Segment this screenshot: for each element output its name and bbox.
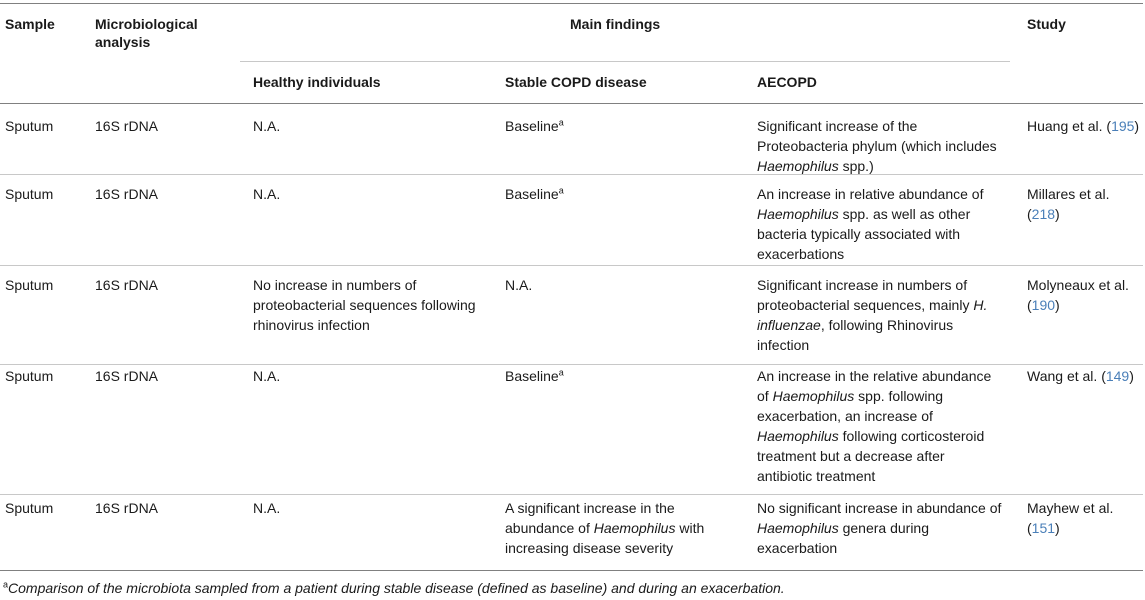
- cell-stable: Baseline$^a$: [505, 185, 564, 202]
- cell-healthy: N.A.: [253, 118, 281, 134]
- cell-healthy: N.A.: [253, 500, 281, 516]
- cell-analysis: 16S rDNA: [95, 500, 159, 516]
- header-bottom-rule: [0, 103, 1143, 104]
- row-divider: [0, 494, 1143, 495]
- reference-link[interactable]: 151: [1031, 520, 1056, 536]
- header-sample: Sample: [5, 16, 55, 32]
- cell-aecopd: An increase in relative abundance of Haemophilus spp. as well as other bacteria typically associated with exacerbations: [757, 186, 984, 262]
- cell-analysis: 16S rDNA: [95, 277, 159, 293]
- table-footnote: $^a$Comparison of the microbiota sampled from a patient during stable disease (defined as baseline) and during an exacerbation.: [3, 579, 785, 596]
- row-divider: [0, 364, 1143, 365]
- header-study: Study: [1027, 16, 1066, 32]
- cell-stable: Baseline$^a$: [505, 367, 564, 384]
- cell-sample: Sputum: [5, 186, 54, 202]
- header-analysis: Microbiological analysis: [95, 16, 198, 50]
- cell-healthy: No increase in numbers of proteobacterial sequences following rhinovirus infection: [253, 277, 476, 333]
- cell-study: Millares et al. (218): [1027, 186, 1110, 222]
- main-findings-rule: [240, 61, 1010, 62]
- cell-aecopd: No significant increase in abundance of Haemophilus genera during exacerbation: [757, 500, 1002, 556]
- table-bottom-rule: [0, 570, 1143, 571]
- cell-study: Molyneaux et al. (190): [1027, 277, 1129, 313]
- cell-analysis: 16S rDNA: [95, 368, 159, 384]
- cell-analysis: 16S rDNA: [95, 186, 159, 202]
- cell-sample: Sputum: [5, 277, 54, 293]
- cell-aecopd: Significant increase of the Proteobacteria phylum (which includes Haemophilus spp.): [757, 118, 997, 174]
- cell-healthy: N.A.: [253, 368, 281, 384]
- cell-study: Wang et al. (149): [1027, 368, 1134, 384]
- cell-study: Mayhew et al. (151): [1027, 500, 1114, 536]
- reference-link[interactable]: 195: [1111, 118, 1135, 134]
- header-healthy: Healthy individuals: [253, 74, 381, 90]
- cell-sample: Sputum: [5, 368, 54, 384]
- cell-healthy: N.A.: [253, 186, 281, 202]
- row-divider: [0, 265, 1143, 266]
- cell-stable: N.A.: [505, 277, 533, 293]
- row-divider: [0, 174, 1143, 175]
- header-main-findings: Main findings: [570, 16, 661, 32]
- header-stable: Stable COPD disease: [505, 74, 647, 90]
- reference-link[interactable]: 190: [1031, 297, 1056, 313]
- reference-link[interactable]: 218: [1031, 206, 1056, 222]
- cell-aecopd: An increase in the relative abundance of Haemophilus spp. following exacerbation, an increase of Haemophilus following corticosteroid treatment but a decrease after antibiotic treatment: [757, 368, 992, 484]
- cell-stable: A significant increase in the abundance of Haemophilus with increasing disease severity: [505, 500, 705, 556]
- header-aecopd: AECOPD: [757, 74, 817, 90]
- table-top-rule: [0, 3, 1143, 4]
- cell-aecopd: Significant increase in numbers of proteobacterial sequences, mainly H. influenzae, following Rhinovirus infection: [757, 277, 988, 353]
- cell-analysis: 16S rDNA: [95, 118, 159, 134]
- cell-stable: Baseline$^a$: [505, 117, 564, 134]
- cell-sample: Sputum: [5, 500, 54, 516]
- cell-sample: Sputum: [5, 118, 54, 134]
- cell-study: Huang et al. (195): [1027, 118, 1140, 134]
- reference-link[interactable]: 149: [1105, 368, 1130, 384]
